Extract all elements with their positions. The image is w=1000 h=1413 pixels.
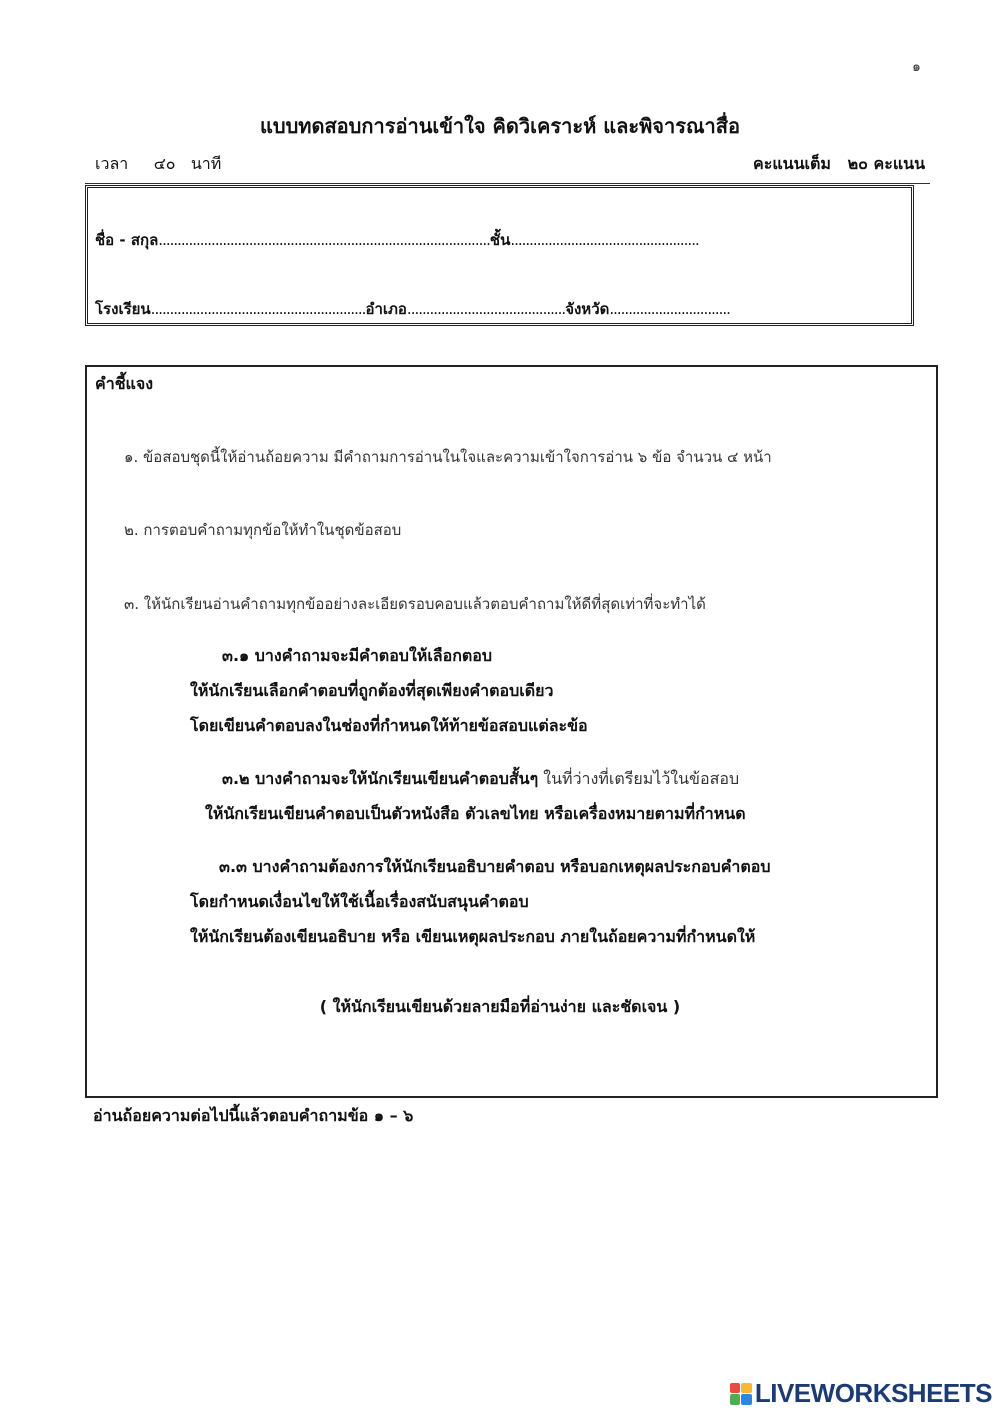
instruction-item-1: ๑. ข้อสอบชุดนี้ให้อ่านถ้อยความ มีคำถามการอ่านในใจและความเข้าใจการอ่าน ๖ ข้อ จำนวน ๔ หน้า: [124, 448, 772, 466]
class-label: ชั้น: [489, 231, 511, 249]
score-label: คะแนนเต็ม: [753, 154, 831, 173]
liveworksheets-logo-icon: [730, 1383, 752, 1405]
province-label: จังหวัด: [565, 300, 610, 318]
school-field[interactable]: .........................................................: [150, 300, 366, 318]
instruction-3-2-rest: ในที่ว่างที่เตรียมไว้ในข้อสอบ: [538, 769, 740, 788]
name-class-line: [95, 228, 699, 252]
instruction-3-1-line-1: ๓.๑ บางคำถามจะมีคำตอบให้เลือกตอบ: [222, 646, 493, 665]
instruction-3-3-line-2: โดยกำหนดเงื่อนไขให้ใช้เนื้อเรื่องสนับสนุนคำตอบ: [190, 892, 529, 911]
instruction-3-1-line-2: ให้นักเรียนเลือกคำตอบที่ถูกต้องที่สุดเพียงคำตอบเดียว: [190, 681, 554, 700]
time-value: ๔๐: [153, 154, 176, 173]
time-limit: [95, 152, 221, 177]
instruction-item-2: ๒. การตอบคำถามทุกข้อให้ทำในชุดข้อสอบ: [124, 521, 402, 539]
instruction-item-3: ๓. ให้นักเรียนอ่านคำถามทุกข้ออย่างละเอียดรอบคอบแล้วตอบคำถามให้ดีที่สุดเท่าที่จะทำได้: [124, 595, 706, 613]
score-unit: คะแนน: [873, 154, 925, 173]
handwriting-note: ( ให้นักเรียนเขียนด้วยลายมือที่อ่านง่าย และชัดเจน ): [319, 997, 681, 1016]
province-field[interactable]: ................................: [609, 300, 730, 318]
full-score: [753, 152, 925, 177]
instruction-3-2-line-1: [222, 767, 739, 792]
page-number: ๑: [912, 59, 921, 75]
time-unit: นาที: [190, 154, 222, 173]
school-location-line: [95, 297, 730, 321]
score-value: ๒๐: [847, 154, 868, 173]
read-passage-instruction: อ่านถ้อยความต่อไปนี้แล้วตอบคำถามข้อ ๑ – ๖: [93, 1106, 414, 1125]
name-label: ชื่อ - สกุล: [95, 231, 159, 249]
school-label: โรงเรียน: [95, 300, 151, 318]
instruction-3-3-line-1: ๓.๓ บางคำถามต้องการให้นักเรียนอธิบายคำตอบ หรือบอกเหตุผลประกอบคำตอบ: [219, 857, 771, 876]
district-label: อำเภอ: [365, 300, 407, 318]
instruction-3-2-bold: ๓.๒ บางคำถามจะให้นักเรียนเขียนคำตอบสั้นๆ: [222, 769, 539, 788]
time-label: เวลา: [95, 154, 129, 173]
liveworksheets-logo[interactable]: [730, 1378, 992, 1409]
instructions-heading: คำชี้แจง: [95, 374, 154, 393]
instruction-3-2-line-2: ให้นักเรียนเขียนคำตอบเป็นตัวหนังสือ ตัวเลขไทย หรือเครื่องหมายตามที่กำหนด: [205, 804, 746, 823]
header-divider: [85, 183, 930, 184]
logo-text: LIVEWORKSHEETS: [754, 1378, 992, 1408]
name-field[interactable]: ........................................................................................: [158, 231, 490, 249]
instruction-3-1-line-3: โดยเขียนคำตอบลงในช่องที่กำหนดให้ท้ายข้อสอบแต่ละข้อ: [190, 716, 588, 735]
instruction-3-3-line-3: ให้นักเรียนต้องเขียนอธิบาย หรือ เขียนเหตุผลประกอบ ภายในถ้อยความที่กำหนดให้: [190, 927, 756, 946]
district-field[interactable]: ..........................................: [406, 300, 566, 318]
class-field[interactable]: ..................................................: [510, 231, 699, 249]
page-title: แบบทดสอบการอ่านเข้าใจ คิดวิเคราะห์ และพิจารณาสื่อ: [260, 114, 740, 138]
